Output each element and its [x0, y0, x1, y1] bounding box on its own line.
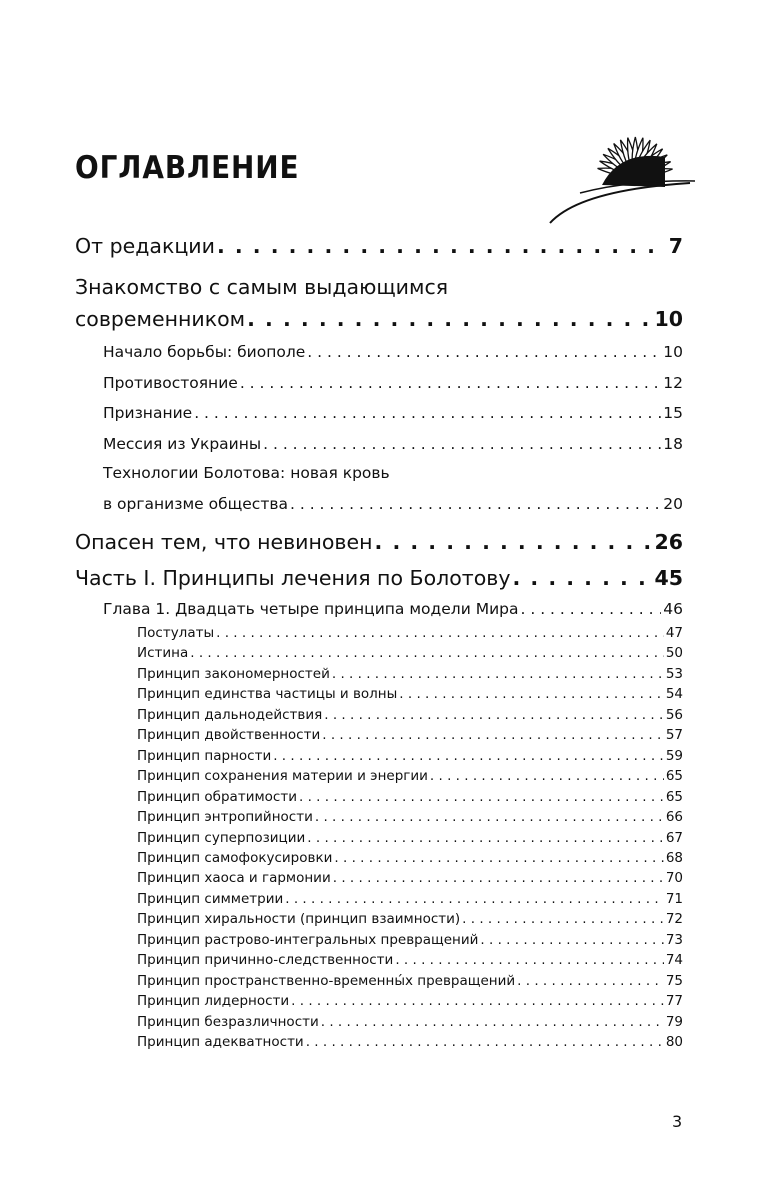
toc-entry[interactable] [137, 994, 683, 1010]
dot-leader [194, 405, 661, 423]
dot-leader [306, 1035, 664, 1051]
toc-entry-page: 15 [663, 404, 683, 422]
page-title: ОГЛАВЛЕНИЕ [75, 150, 300, 186]
toc-entry-page: 18 [663, 434, 683, 453]
toc-entry-label: Принцип сохранения материи и энергии [137, 768, 428, 785]
toc-entry-page: 77 [665, 993, 683, 1010]
toc-entry-page: 72 [665, 911, 683, 928]
toc-entry[interactable] [75, 567, 683, 591]
dot-leader [430, 769, 664, 785]
dot-leader [321, 1015, 664, 1031]
toc-entry-label: Принцип обратимости [137, 788, 297, 805]
dot-leader [332, 667, 664, 683]
toc-entry-page: 68 [665, 849, 683, 866]
toc-entry-page: 75 [665, 972, 683, 989]
toc-entry[interactable] [103, 601, 683, 619]
toc-entry-page: 46 [663, 600, 683, 618]
toc-entry-page: 12 [663, 373, 683, 392]
toc-entry-label: Постулаты [137, 625, 215, 641]
dot-leader [512, 567, 652, 591]
toc-entry-label: Мессия из Украины [103, 434, 262, 453]
dot-leader [299, 790, 664, 806]
toc-entry[interactable] [137, 1015, 683, 1031]
toc-entry[interactable] [75, 235, 683, 259]
toc-entry-page: 50 [665, 645, 683, 662]
toc-entry-label: Принцип хаоса и гармонии [137, 870, 331, 887]
toc-entry-label: Принцип дальнодействия [137, 706, 323, 723]
toc-entry-page: 57 [665, 727, 683, 744]
dot-leader [263, 436, 661, 454]
toc-entry[interactable] [75, 308, 683, 332]
toc-entry-page: 47 [665, 625, 683, 641]
toc-entry-page: 10 [654, 307, 683, 331]
toc-entry-label: Принцип хиральности (принцип взаимности) [137, 911, 461, 928]
dot-leader [462, 912, 664, 928]
dot-leader [190, 646, 664, 662]
toc-entry[interactable] [137, 687, 683, 703]
toc-entry-label: От редакции [75, 234, 215, 258]
toc-entry-page: 67 [665, 829, 683, 846]
toc-entry-label: Принцип безразличности [137, 1013, 319, 1030]
toc-entry-page: 26 [654, 530, 683, 554]
toc-entry[interactable] [137, 831, 683, 847]
toc-entry-label: современником [75, 307, 246, 331]
page-number: 3 [672, 1112, 683, 1131]
toc-entry-page: 74 [665, 952, 683, 969]
toc-entry-label-line1: Технологии Болотова: новая кровь [103, 464, 390, 482]
toc-entry-label: Принцип суперпозиции [137, 829, 306, 846]
toc-entry[interactable] [75, 531, 683, 555]
dot-leader [273, 749, 664, 765]
toc-entry-page: 53 [665, 665, 683, 682]
dot-leader [217, 235, 667, 259]
toc-entry[interactable] [137, 851, 683, 867]
toc-entry[interactable] [137, 892, 683, 908]
dot-leader [216, 626, 664, 642]
toc-entry-page: 20 [663, 495, 683, 513]
dot-leader [285, 892, 664, 908]
toc-entry[interactable] [103, 344, 683, 362]
toc-entry[interactable] [137, 790, 683, 806]
toc-entry-label: Принцип лидерности [137, 993, 290, 1010]
toc-entry-page: 65 [665, 788, 683, 805]
toc-entry-label: Принцип пространственно-временны́х превращений [137, 972, 516, 989]
toc-entry-label: Принцип растрово-интегральных превращений [137, 931, 479, 948]
toc-entry[interactable] [137, 933, 683, 949]
dot-leader [240, 375, 661, 393]
toc-entry-page: 79 [665, 1013, 683, 1030]
toc-entry[interactable] [137, 1035, 683, 1051]
dot-leader [307, 344, 661, 362]
dot-leader [307, 831, 664, 847]
toc-entry[interactable] [137, 667, 683, 683]
toc-entry-page: 70 [665, 870, 683, 887]
toc-entry[interactable] [103, 496, 683, 514]
toc-entry-page: 59 [665, 747, 683, 764]
toc-entry-label: Опасен тем, что невиновен [75, 530, 373, 554]
toc-entry-page: 65 [665, 768, 683, 785]
toc-entry[interactable] [137, 728, 683, 744]
sunflower-illustration [540, 95, 700, 225]
dot-leader [395, 953, 663, 969]
dot-leader [247, 308, 652, 332]
dot-leader [375, 531, 653, 555]
toc-entry[interactable] [137, 626, 683, 642]
toc-entry-page: 80 [665, 1034, 683, 1050]
toc-entry-page: 54 [665, 686, 683, 703]
toc-entry-label: Принцип закономерностей [137, 665, 330, 682]
dot-leader [333, 871, 664, 887]
dot-leader [399, 687, 664, 703]
toc-entry[interactable] [137, 708, 683, 724]
toc-entry[interactable] [137, 749, 683, 765]
toc-entry-page: 66 [665, 809, 683, 826]
dot-leader [480, 933, 663, 949]
toc-entry-page: 10 [663, 343, 683, 361]
toc-entry-label: Принцип причинно-следственности [137, 952, 394, 969]
dot-leader [290, 496, 661, 514]
toc-entry-page: 45 [654, 566, 683, 590]
toc-entry[interactable] [137, 810, 683, 826]
toc-entry[interactable] [137, 646, 683, 662]
toc-entry-label: в организме общества [103, 495, 288, 513]
dot-leader [324, 708, 664, 724]
dot-leader [517, 974, 664, 990]
toc-entry-page: 56 [665, 706, 683, 723]
toc-entry-label: Принцип двойственности [137, 727, 321, 744]
toc-entry-label-line1: Знакомство с самым выдающимся [75, 275, 449, 299]
dot-leader [291, 994, 664, 1010]
toc-entry[interactable] [137, 769, 683, 785]
toc-entry-label: Принцип парности [137, 747, 272, 764]
toc-entry-label: Признание [103, 404, 193, 422]
toc-entry-label: Часть I. Принципы лечения по Болотову [75, 566, 511, 590]
toc-entry-page: 73 [665, 931, 683, 948]
toc-entry-label: Принцип самофокусировки [137, 849, 333, 866]
dot-leader [315, 810, 664, 826]
toc-entry-label: Принцип единства частицы и волны [137, 686, 398, 703]
toc-entry-label: Глава 1. Двадцать четыре принципа модели Мира [103, 600, 519, 618]
toc-entry-label: Истина [137, 645, 189, 662]
dot-leader [334, 851, 663, 867]
toc-entry[interactable] [137, 953, 683, 969]
dot-leader [520, 601, 661, 619]
toc-entry[interactable] [103, 436, 683, 454]
toc-entry[interactable] [103, 375, 683, 393]
toc-entry-page: 71 [665, 890, 683, 907]
toc-entry-label: Принцип симметрии [137, 890, 284, 907]
toc-entry-label: Принцип энтропийности [137, 809, 313, 826]
dot-leader [322, 728, 664, 744]
toc-entry[interactable] [103, 405, 683, 423]
toc-entry[interactable] [137, 912, 683, 928]
toc-entry-label: Принцип адекватности [137, 1034, 304, 1050]
toc-entry-label: Начало борьбы: биополе [103, 343, 306, 361]
toc-entry-page: 7 [668, 234, 683, 258]
toc-entry[interactable] [137, 974, 683, 990]
toc-entry-label: Противостояние [103, 373, 238, 392]
toc-entry[interactable] [137, 871, 683, 887]
